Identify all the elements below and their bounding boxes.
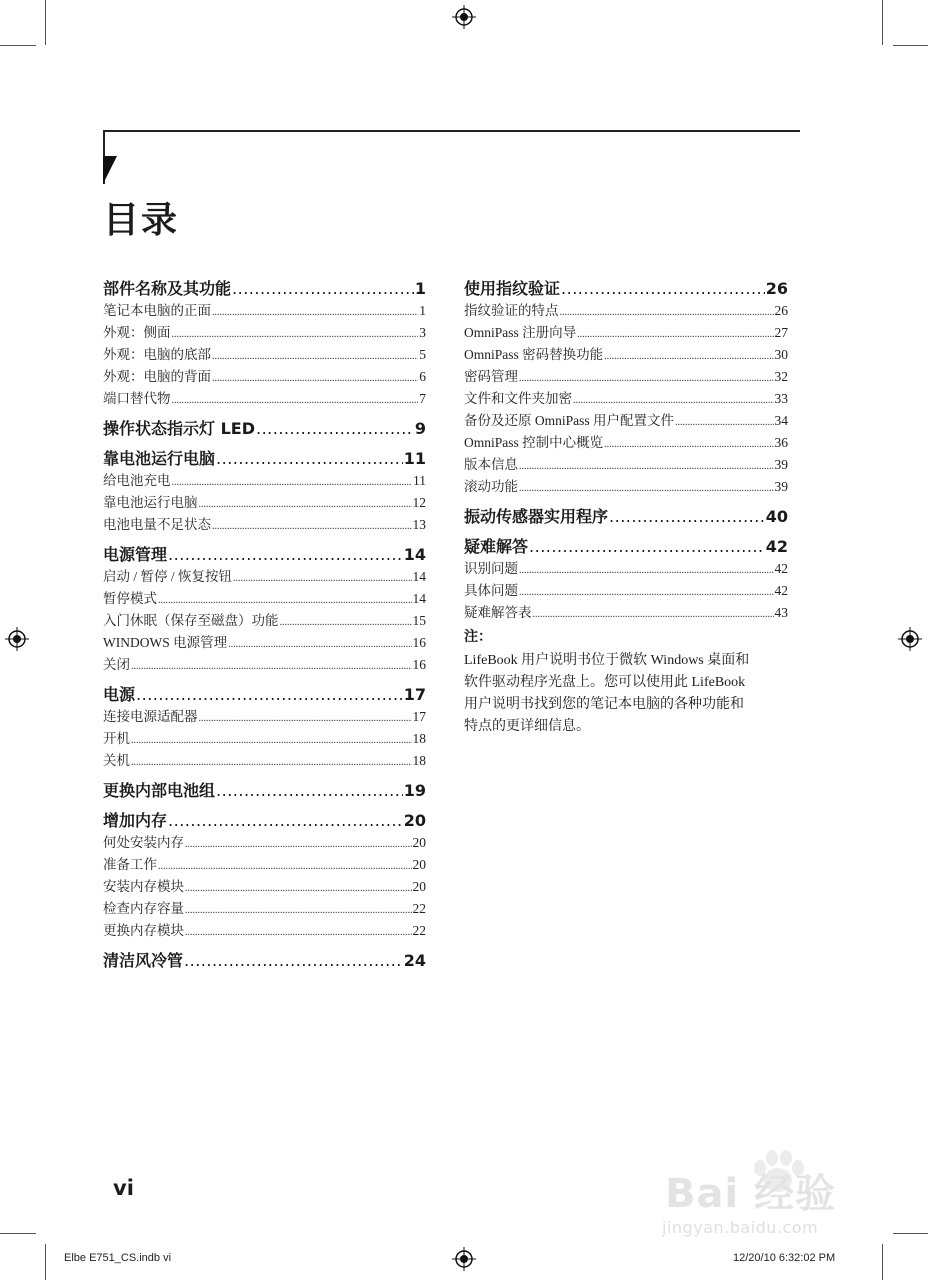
toc-item-entry xyxy=(103,706,426,728)
toc-leader-dots xyxy=(185,878,412,900)
toc-section-entry xyxy=(464,536,788,558)
toc-item-entry xyxy=(103,632,426,654)
toc-item-entry xyxy=(464,300,788,322)
toc-entry-label: 靠电池运行电脑 xyxy=(103,495,198,510)
registration-mark-icon xyxy=(452,1247,476,1271)
note-line: 软件驱动程序光盘上。您可以使用此 LifeBook xyxy=(464,675,746,690)
crop-mark xyxy=(45,1244,46,1280)
toc-left-column xyxy=(103,278,426,972)
toc-item-entry xyxy=(464,344,788,366)
toc-page-number: 14 xyxy=(403,545,426,564)
toc-item-entry xyxy=(103,388,426,410)
footer-right: 12/20/10 6:32:02 PM xyxy=(733,1252,836,1264)
toc-page-number: 42 xyxy=(774,583,788,598)
toc-page-number: 26 xyxy=(765,279,788,298)
toc-leader-dots xyxy=(212,302,418,324)
toc-entry-label: OmniPass 注册向导 xyxy=(464,325,577,340)
toc-leader-dots xyxy=(131,752,412,774)
toc-item-entry xyxy=(103,366,426,388)
toc-leader-dots xyxy=(519,456,774,478)
toc-page-number: 1 xyxy=(414,279,426,298)
toc-entry-label: 入门休眠（保存至磁盘）功能 xyxy=(103,613,279,628)
toc-item-entry xyxy=(103,832,426,854)
toc-item-entry xyxy=(103,492,426,514)
toc-entry-label: 部件名称及其功能 xyxy=(103,279,232,298)
toc-page-number: 20 xyxy=(412,857,426,872)
toc-section-entry xyxy=(103,950,426,972)
toc-page-number: 14 xyxy=(412,569,426,584)
toc-entry-label: OmniPass 密码替换功能 xyxy=(464,347,604,362)
toc-page-number: 24 xyxy=(403,951,426,970)
toc-entry-label: 靠电池运行电脑 xyxy=(103,449,216,468)
toc-page-number: 22 xyxy=(412,923,426,938)
toc-page-number: 17 xyxy=(403,685,426,704)
toc-entry-label: 开机 xyxy=(103,731,130,746)
toc-page-number: 11 xyxy=(413,473,426,488)
toc-item-entry xyxy=(103,588,426,610)
crop-mark xyxy=(882,0,883,45)
toc-item-entry xyxy=(464,580,788,602)
toc-page-number: 1 xyxy=(419,303,426,318)
toc-page-number: 20 xyxy=(412,835,426,850)
toc-page-number: 11 xyxy=(403,449,426,468)
toc-section-entry xyxy=(103,448,426,470)
toc-item-entry xyxy=(103,728,426,750)
header-marker xyxy=(103,156,117,184)
toc-entry-label: 密码管理 xyxy=(464,369,518,384)
toc-section-entry xyxy=(103,810,426,832)
toc-item-entry xyxy=(103,344,426,366)
toc-leader-dots xyxy=(185,834,412,856)
toc-page-number: 14 xyxy=(412,591,426,606)
toc-leader-dots xyxy=(168,810,403,832)
toc-leader-dots xyxy=(573,390,774,412)
toc-leader-dots xyxy=(212,368,418,390)
registration-mark-icon xyxy=(452,5,476,29)
note-line: 特点的更详细信息。 xyxy=(464,719,590,734)
toc-entry-label: 疑难解答表 xyxy=(464,605,532,620)
toc-entry-label: 安装内存模块 xyxy=(103,879,184,894)
crop-mark xyxy=(0,1233,36,1234)
toc-entry-label: 版本信息 xyxy=(464,457,518,472)
toc-leader-dots xyxy=(232,278,414,300)
toc-entry-label: 指纹验证的特点 xyxy=(464,303,559,318)
toc-leader-dots xyxy=(185,922,412,944)
toc-page-number: 36 xyxy=(774,435,788,450)
toc-entry-label: 准备工作 xyxy=(103,857,157,872)
page-number: vi xyxy=(113,1176,134,1200)
toc-leader-dots xyxy=(131,656,412,678)
toc-entry-label: 连接电源适配器 xyxy=(103,709,198,724)
toc-page-number: 39 xyxy=(774,479,788,494)
toc-leader-dots xyxy=(519,478,774,500)
toc-entry-label: 电源管理 xyxy=(103,545,168,564)
toc-entry-label: 文件和文件夹加密 xyxy=(464,391,572,406)
toc-page-number: 3 xyxy=(419,325,426,340)
header-rule xyxy=(103,130,800,132)
toc-leader-dots xyxy=(233,568,411,590)
toc-page-number: 27 xyxy=(774,325,788,340)
toc-page-number: 17 xyxy=(412,709,426,724)
toc-item-entry xyxy=(103,514,426,536)
toc-leader-dots xyxy=(609,506,765,528)
toc-page-number: 7 xyxy=(419,391,426,406)
toc-page-number: 9 xyxy=(414,419,426,438)
toc-leader-dots xyxy=(228,634,411,656)
toc-entry-label: 识别问题 xyxy=(464,561,518,576)
toc-page-number: 12 xyxy=(412,495,426,510)
toc-item-entry xyxy=(464,602,788,624)
toc-item-entry xyxy=(103,854,426,876)
toc-page-number: 18 xyxy=(412,753,426,768)
note-line: 用户说明书找到您的笔记本电脑的各种功能和 xyxy=(464,697,744,712)
toc-entry-label: 端口替代物 xyxy=(103,391,171,406)
toc-entry-label: 电源 xyxy=(103,685,136,704)
toc-leader-dots xyxy=(675,412,773,434)
toc-item-entry xyxy=(464,388,788,410)
toc-item-entry xyxy=(103,750,426,772)
toc-entry-label: 备份及还原 OmniPass 用户配置文件 xyxy=(464,413,675,428)
toc-section-entry xyxy=(464,278,788,300)
toc-item-entry xyxy=(103,300,426,322)
toc-item-entry xyxy=(464,454,788,476)
toc-entry-label: 具体问题 xyxy=(464,583,518,598)
toc-item-entry xyxy=(464,432,788,454)
toc-leader-dots xyxy=(158,856,412,878)
registration-mark-icon xyxy=(898,627,922,651)
crop-mark xyxy=(0,45,36,46)
toc-leader-dots xyxy=(280,612,412,634)
toc-entry-label: 关机 xyxy=(103,753,130,768)
toc-leader-dots xyxy=(216,780,403,802)
toc-entry-label: 笔记本电脑的正面 xyxy=(103,303,211,318)
toc-leader-dots xyxy=(519,368,774,390)
toc-page-number: 6 xyxy=(419,369,426,384)
toc-leader-dots xyxy=(199,494,412,516)
toc-page-number: 33 xyxy=(774,391,788,406)
toc-entry-label: 更换内存模块 xyxy=(103,923,184,938)
toc-leader-dots xyxy=(158,590,412,612)
toc-leader-dots xyxy=(216,448,403,470)
toc-leader-dots xyxy=(168,544,403,566)
toc-item-entry xyxy=(103,876,426,898)
crop-mark xyxy=(882,1244,883,1280)
toc-page-number: 18 xyxy=(412,731,426,746)
toc-entry-label: 振动传感器实用程序 xyxy=(464,507,609,526)
toc-entry-label: WINDOWS 电源管理 xyxy=(103,635,228,650)
toc-leader-dots xyxy=(172,472,413,494)
toc-page-number: 20 xyxy=(403,811,426,830)
toc-leader-dots xyxy=(184,950,403,972)
toc-leader-dots xyxy=(185,900,412,922)
toc-item-entry xyxy=(464,476,788,498)
baidu-watermark xyxy=(660,1150,890,1245)
toc-entry-label: 启动 / 暂停 / 恢复按钮 xyxy=(103,569,233,584)
toc-entry-label: 更换内部电池组 xyxy=(103,781,216,800)
toc-page-number: 43 xyxy=(774,605,788,620)
toc-page-number: 30 xyxy=(774,347,788,362)
toc-entry-label: 给电池充电 xyxy=(103,473,171,488)
note-title: 注： xyxy=(464,629,492,645)
toc-page-number: 22 xyxy=(412,901,426,916)
toc-item-entry xyxy=(464,366,788,388)
toc-leader-dots xyxy=(256,418,414,440)
toc-entry-label: 增加内存 xyxy=(103,811,168,830)
toc-entry-label: 外观：侧面 xyxy=(103,325,171,340)
toc-entry-label: 疑难解答 xyxy=(464,537,529,556)
toc-item-entry xyxy=(103,654,426,676)
toc-entry-label: 关闭 xyxy=(103,657,130,672)
toc-page-number: 16 xyxy=(412,657,426,672)
toc-item-entry xyxy=(464,322,788,344)
toc-leader-dots xyxy=(604,434,773,456)
toc-page-number: 16 xyxy=(412,635,426,650)
note-text xyxy=(464,650,788,738)
toc-entry-label: 使用指纹验证 xyxy=(464,279,561,298)
toc-entry-label: 暂停模式 xyxy=(103,591,157,606)
toc-page-number: 39 xyxy=(774,457,788,472)
toc-item-entry xyxy=(103,470,426,492)
toc-entry-label: 清洁风冷管 xyxy=(103,951,184,970)
toc-entry-label: 检查内存容量 xyxy=(103,901,184,916)
toc-leader-dots xyxy=(172,324,419,346)
registration-mark-icon xyxy=(5,627,29,651)
toc-page-number: 42 xyxy=(774,561,788,576)
toc-page-number: 42 xyxy=(765,537,788,556)
toc-entry-label: 操作状态指示灯 LED xyxy=(103,419,255,438)
toc-page-number: 13 xyxy=(412,517,426,532)
toc-page-number: 40 xyxy=(765,507,788,526)
toc-section-entry xyxy=(103,684,426,706)
watermark-url: jingyan.baidu.com xyxy=(662,1218,819,1237)
toc-section-entry xyxy=(464,506,788,528)
toc-page-number: 20 xyxy=(412,879,426,894)
page-title: 目录 xyxy=(103,200,180,241)
toc-section-entry xyxy=(103,418,426,440)
toc-leader-dots xyxy=(131,730,412,752)
toc-page-number: 5 xyxy=(419,347,426,362)
toc-entry-label: 滚动功能 xyxy=(464,479,518,494)
toc-item-entry xyxy=(103,920,426,942)
toc-leader-dots xyxy=(172,390,419,412)
toc-entry-label: 外观：电脑的底部 xyxy=(103,347,211,362)
watermark-text: Bai 经验 xyxy=(665,1171,837,1217)
toc-leader-dots xyxy=(212,516,412,538)
crop-mark xyxy=(893,45,928,46)
toc-page-number: 26 xyxy=(774,303,788,318)
toc-leader-dots xyxy=(529,536,765,558)
toc-leader-dots xyxy=(212,346,418,368)
footer-left: Elbe E751_CS.indb vi xyxy=(64,1252,172,1264)
toc-page-number: 34 xyxy=(774,413,788,428)
toc-leader-dots xyxy=(136,684,403,706)
toc-leader-dots xyxy=(577,324,773,346)
toc-item-entry xyxy=(103,610,426,632)
toc-item-entry xyxy=(464,410,788,432)
toc-page-number: 15 xyxy=(412,613,426,628)
crop-mark xyxy=(893,1233,928,1234)
toc-leader-dots xyxy=(561,278,765,300)
toc-leader-dots xyxy=(560,302,774,324)
toc-section-entry xyxy=(103,278,426,300)
note-line: LifeBook 用户说明书位于微软 Windows 桌面和 xyxy=(464,653,750,668)
toc-entry-label: OmniPass 控制中心概览 xyxy=(464,435,604,450)
toc-section-entry xyxy=(103,780,426,802)
toc-item-entry xyxy=(103,322,426,344)
toc-entry-label: 电池电量不足状态 xyxy=(103,517,211,532)
toc-leader-dots xyxy=(604,346,773,368)
toc-leader-dots xyxy=(199,708,412,730)
toc-entry-label: 外观：电脑的背面 xyxy=(103,369,211,384)
note-box xyxy=(464,626,788,738)
toc-page-number: 32 xyxy=(774,369,788,384)
toc-entry-label: 何处安装内存 xyxy=(103,835,184,850)
toc-item-entry xyxy=(464,558,788,580)
toc-right-column xyxy=(464,278,788,624)
toc-item-entry xyxy=(103,566,426,588)
toc-leader-dots xyxy=(519,560,774,582)
toc-leader-dots xyxy=(519,582,774,604)
toc-section-entry xyxy=(103,544,426,566)
crop-mark xyxy=(45,0,46,45)
toc-page-number: 19 xyxy=(403,781,426,800)
toc-leader-dots xyxy=(533,604,774,626)
toc-item-entry xyxy=(103,898,426,920)
